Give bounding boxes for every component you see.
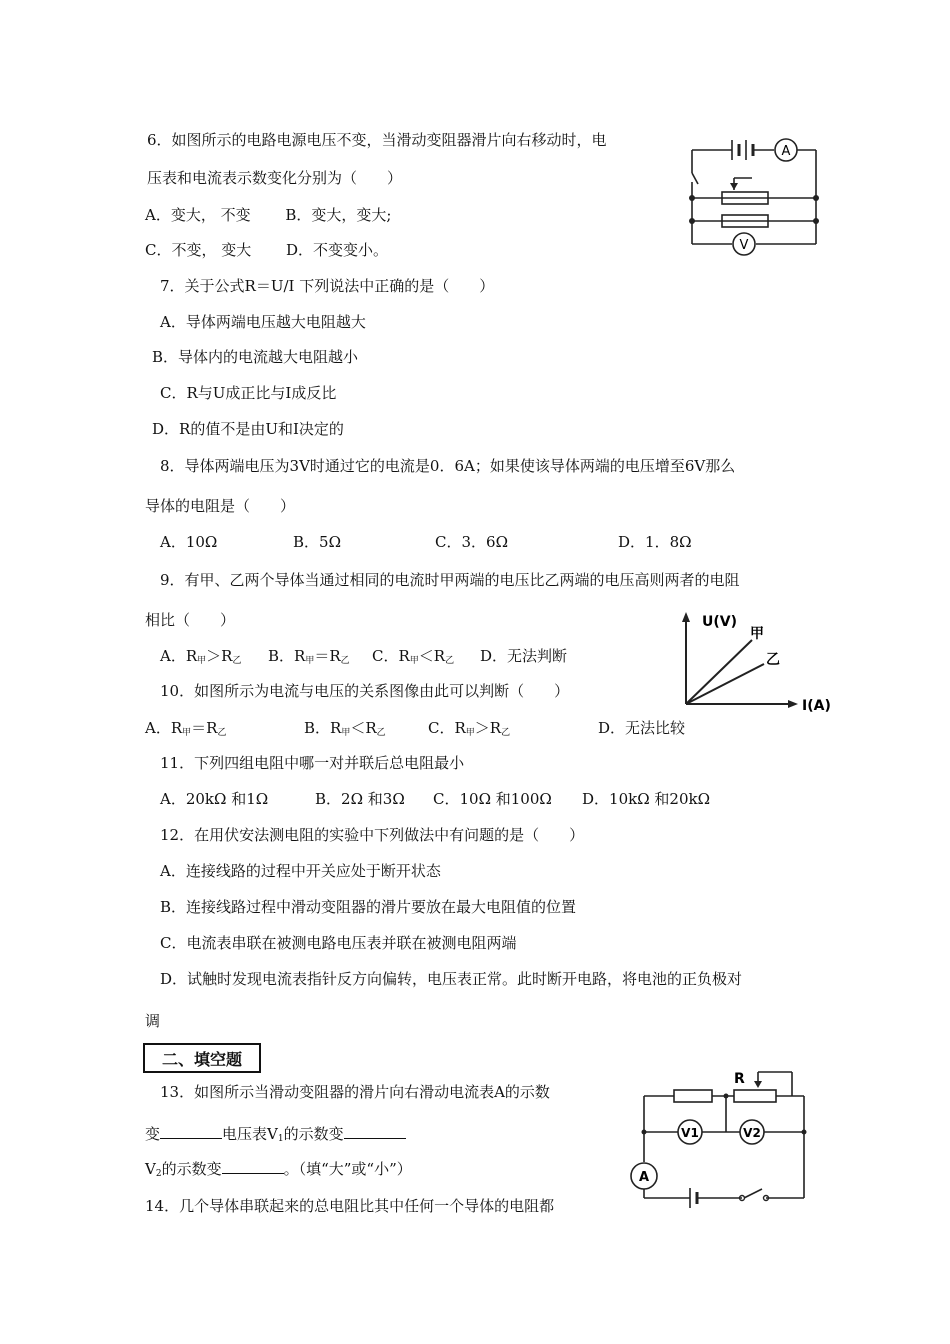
q10-stem: 10．如图所示为电流与电压的关系图像由此可以判断（ ） bbox=[160, 682, 570, 700]
q13-stem-line2: 变 电压表$V_1$的示数变 bbox=[145, 1124, 406, 1149]
q10-graph-yi-label: 乙 bbox=[766, 652, 780, 668]
q12-option-d-line2: 调 bbox=[145, 1012, 161, 1030]
q10-option-a: A．$R_甲=R_乙$ bbox=[145, 719, 227, 738]
q6-ammeter-label: A bbox=[781, 144, 791, 159]
q13-blank-3[interactable] bbox=[222, 1159, 284, 1174]
q11-option-b: B．2Ω 和3Ω bbox=[315, 790, 405, 808]
q8-option-a: A．10Ω bbox=[160, 533, 218, 551]
q8-stem-line1: 8．导体两端电压为3V时通过它的电流是0．6A；如果使该导体两端的电压增至6V那么 bbox=[160, 457, 736, 475]
q11-option-d: D．10kΩ 和20kΩ bbox=[582, 790, 711, 808]
q11-option-a: A．20kΩ 和1Ω bbox=[160, 790, 269, 808]
q6-options-cd: C．不变， 变大 D．不变变小。 bbox=[145, 241, 389, 259]
q11-option-c: C．10Ω 和100Ω bbox=[433, 790, 552, 808]
q9-stem-line2: 相比（ ） bbox=[145, 611, 236, 629]
q10-graph-y-label: U(V) bbox=[702, 614, 737, 630]
q13-blank-2[interactable] bbox=[344, 1124, 406, 1139]
section-fill-in-title: 二、填空题 bbox=[143, 1043, 261, 1073]
q7-option-c: C．R与U成正比与I成反比 bbox=[160, 384, 337, 402]
q9-stem-line1: 9．有甲、乙两个导体当通过相同的电流时甲两端的电压比乙两端的电压高则两者的电阻 bbox=[160, 571, 740, 589]
q12-option-b: B．连接线路过程中滑动变阻器的滑片要放在最大电阻值的位置 bbox=[160, 898, 577, 916]
q13-stem-line1: 13．如图所示当滑动变阻器的滑片向右滑动电流表A的示数 bbox=[160, 1083, 550, 1101]
q12-option-a: A．连接线路的过程中开关应处于断开状态 bbox=[160, 862, 441, 880]
q6-circuit-diagram bbox=[684, 128, 824, 268]
q7-stem: 7．关于公式R＝U/I 下列说法中正确的是（ ） bbox=[160, 277, 495, 295]
q6-voltmeter-label: V bbox=[739, 238, 749, 253]
q7-option-a: A．导体两端电压越大电阻越大 bbox=[160, 313, 366, 331]
q6-stem-line1: 6．如图所示的电路电源电压不变，当滑动变阻器滑片向右移动时，电 bbox=[147, 131, 607, 149]
q14-stem: 14．几个导体串联起来的总电阻比其中任何一个导体的电阻都 bbox=[145, 1197, 555, 1215]
q6-stem-line2: 压表和电流表示数变化分别为（ ） bbox=[147, 169, 403, 187]
q13-voltmeter-2-label: V2 bbox=[743, 1126, 761, 1140]
q8-option-c: C．3．6Ω bbox=[435, 533, 509, 551]
q8-option-d: D．1．8Ω bbox=[618, 533, 692, 551]
q9-option-c: C．$R_甲<R_乙$ bbox=[372, 647, 455, 666]
q10-option-b: B．$R_甲<R_乙$ bbox=[304, 719, 386, 738]
q13-ammeter-label: A bbox=[638, 1170, 650, 1185]
q13-circuit-diagram bbox=[626, 1068, 816, 1218]
q10-graph-jia-label: 甲 bbox=[750, 626, 764, 642]
q12-option-d-line1: D．试触时发现电流表指针反方向偏转，电压表正常。此时断开电路，将电池的正负极对 bbox=[160, 970, 743, 988]
q13-stem-line3: $V_2$的示数变 。（填“大”或“小”） bbox=[145, 1160, 412, 1179]
q10-option-c: C．$R_甲>R_乙$ bbox=[428, 719, 511, 738]
q8-option-b: B．5Ω bbox=[293, 533, 342, 551]
q9-option-d: D．无法判断 bbox=[480, 647, 568, 665]
q13-blank-1[interactable] bbox=[160, 1124, 222, 1139]
q13-voltmeter-1-label: V1 bbox=[681, 1126, 699, 1140]
q7-option-d: D．R的值不是由U和I决定的 bbox=[152, 420, 344, 438]
q10-u-i-graph bbox=[672, 606, 852, 716]
q11-stem: 11．下列四组电阻中哪一对并联后总电阻最小 bbox=[160, 754, 465, 772]
q12-option-c: C．电流表串联在被测电路电压表并联在被测电阻两端 bbox=[160, 934, 517, 952]
q12-stem: 12．在用伏安法测电阻的实验中下列做法中有问题的是（ ） bbox=[160, 826, 585, 844]
q10-graph-x-label: I(A) bbox=[802, 698, 831, 714]
q9-option-a: A．$R_甲>R_乙$ bbox=[160, 647, 242, 666]
q9-option-b: B．$R_甲=R_乙$ bbox=[268, 647, 350, 666]
q8-stem-line2: 导体的电阻是（ ） bbox=[145, 497, 296, 515]
q10-option-d: D．无法比较 bbox=[598, 719, 686, 737]
q7-option-b: B．导体内的电流越大电阻越小 bbox=[152, 348, 359, 366]
q6-options-ab: A．变大， 不变 B．变大，变大; bbox=[145, 206, 392, 224]
q13-rheostat-label: R bbox=[734, 1071, 745, 1087]
